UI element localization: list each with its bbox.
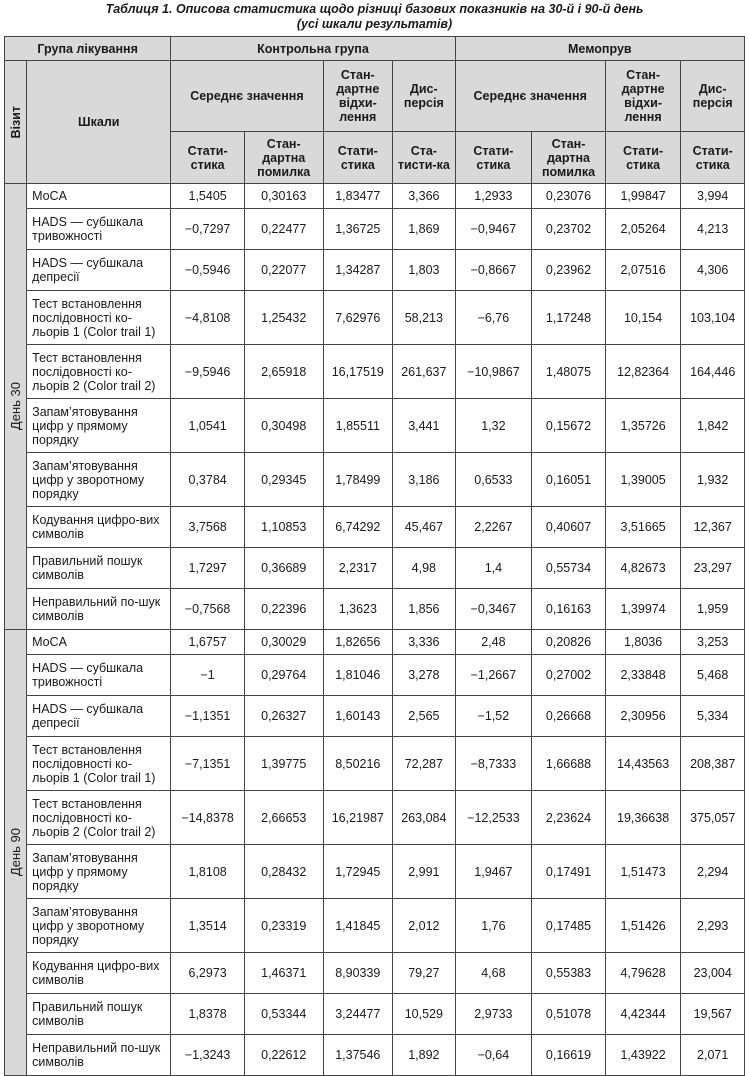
memoprov-value: 164,446 bbox=[681, 345, 745, 399]
control-value: 72,287 bbox=[393, 737, 456, 791]
memoprov-value: −10,9867 bbox=[455, 345, 532, 399]
control-value: 1,3623 bbox=[323, 589, 393, 630]
control-value: 45,467 bbox=[393, 507, 456, 548]
header-memoprov-stdev-stat: Стати-стика bbox=[605, 132, 681, 184]
table-row bbox=[5, 589, 745, 630]
control-value: 3,366 bbox=[393, 184, 456, 209]
control-value: 4,98 bbox=[393, 548, 456, 589]
memoprov-value: 5,468 bbox=[681, 655, 745, 696]
memoprov-value: −0,8667 bbox=[455, 250, 532, 291]
memoprov-value: 0,15672 bbox=[532, 399, 606, 453]
control-value: 3,441 bbox=[393, 399, 456, 453]
control-value: 0,36689 bbox=[244, 548, 323, 589]
memoprov-value: 0,23702 bbox=[532, 209, 606, 250]
control-value: 1,41845 bbox=[323, 899, 393, 953]
table-row bbox=[5, 791, 745, 845]
header-visit: Візит bbox=[5, 61, 27, 184]
control-value: 7,62976 bbox=[323, 291, 393, 345]
control-value: 1,8108 bbox=[171, 845, 245, 899]
control-value: 1,83477 bbox=[323, 184, 393, 209]
memoprov-value: 1,9467 bbox=[455, 845, 532, 899]
memoprov-value: −0,3467 bbox=[455, 589, 532, 630]
memoprov-value: 0,16619 bbox=[532, 1035, 606, 1076]
memoprov-value: 0,51078 bbox=[532, 994, 606, 1035]
memoprov-value: 1,39005 bbox=[605, 453, 681, 507]
control-value: 1,60143 bbox=[323, 696, 393, 737]
control-value: 1,46371 bbox=[244, 953, 323, 994]
control-value: 1,803 bbox=[393, 250, 456, 291]
control-value: 1,72945 bbox=[323, 845, 393, 899]
memoprov-value: 1,66688 bbox=[532, 737, 606, 791]
control-value: −0,7568 bbox=[171, 589, 245, 630]
table-row bbox=[5, 399, 745, 453]
memoprov-value: 4,306 bbox=[681, 250, 745, 291]
control-value: 1,5405 bbox=[171, 184, 245, 209]
memoprov-value: 1,959 bbox=[681, 589, 745, 630]
control-value: −9,5946 bbox=[171, 345, 245, 399]
scale-name: Запам’ятовування цифр у зворотному порядку bbox=[27, 453, 171, 507]
header-memoprov: Мемопрув bbox=[455, 37, 744, 61]
memoprov-value: 5,334 bbox=[681, 696, 745, 737]
memoprov-value: 12,367 bbox=[681, 507, 745, 548]
control-value: 16,17519 bbox=[323, 345, 393, 399]
caption-line-2: (усі шкали результатів) bbox=[296, 17, 453, 31]
header-control-variance: Дис-персія bbox=[393, 61, 456, 132]
table-row bbox=[5, 737, 745, 791]
table-row bbox=[5, 899, 745, 953]
memoprov-value: 2,293 bbox=[681, 899, 745, 953]
memoprov-value: 2,2267 bbox=[455, 507, 532, 548]
control-value: 3,24477 bbox=[323, 994, 393, 1035]
control-value: 1,78499 bbox=[323, 453, 393, 507]
control-value: −1,1351 bbox=[171, 696, 245, 737]
memoprov-value: 19,567 bbox=[681, 994, 745, 1035]
memoprov-value: 1,17248 bbox=[532, 291, 606, 345]
memoprov-value: 0,26668 bbox=[532, 696, 606, 737]
memoprov-value: 103,104 bbox=[681, 291, 745, 345]
control-value: 1,37546 bbox=[323, 1035, 393, 1076]
scale-name: Неправильний по-шук символів bbox=[27, 1035, 171, 1076]
header-control-stdev-stat: Стати-стика bbox=[323, 132, 393, 184]
table-row bbox=[5, 453, 745, 507]
control-value: 3,278 bbox=[393, 655, 456, 696]
memoprov-value: 4,68 bbox=[455, 953, 532, 994]
control-value: 1,82656 bbox=[323, 630, 393, 655]
memoprov-value: 0,20826 bbox=[532, 630, 606, 655]
statistics-table bbox=[4, 36, 745, 1076]
memoprov-value: 1,51473 bbox=[605, 845, 681, 899]
memoprov-value: 2,07516 bbox=[605, 250, 681, 291]
control-value: 79,27 bbox=[393, 953, 456, 994]
scale-name: MoCA bbox=[27, 184, 171, 209]
scale-name: HADS — субшкала тривожності bbox=[27, 209, 171, 250]
memoprov-value: −1,2667 bbox=[455, 655, 532, 696]
control-value: 263,084 bbox=[393, 791, 456, 845]
control-value: 1,8378 bbox=[171, 994, 245, 1035]
table-row bbox=[5, 209, 745, 250]
control-value: 0,30163 bbox=[244, 184, 323, 209]
table-row bbox=[5, 548, 745, 589]
scale-name: Запам’ятовування цифр у зворотному порядку bbox=[27, 899, 171, 953]
header-control-stdev: Стан-дартне відхи-лення bbox=[323, 61, 393, 132]
memoprov-value: 375,057 bbox=[681, 791, 745, 845]
control-value: 0,22396 bbox=[244, 589, 323, 630]
memoprov-value: 1,76 bbox=[455, 899, 532, 953]
scale-name: Правильний пошук символів bbox=[27, 994, 171, 1035]
memoprov-value: 1,842 bbox=[681, 399, 745, 453]
control-value: 1,25432 bbox=[244, 291, 323, 345]
header-control-variance-stat: Ста-тисти-ка bbox=[393, 132, 456, 184]
control-value: −1 bbox=[171, 655, 245, 696]
memoprov-value: 0,16163 bbox=[532, 589, 606, 630]
memoprov-value: 0,27002 bbox=[532, 655, 606, 696]
control-value: 16,21987 bbox=[323, 791, 393, 845]
header-memoprov-mean: Середнє значення bbox=[455, 61, 605, 132]
caption-line-1: Таблиця 1. Описова статистика щодо різниці базових показників на 30-й і 90-й день bbox=[105, 2, 644, 16]
memoprov-value: 0,16051 bbox=[532, 453, 606, 507]
scale-name: Тест встановлення послідовності ко-льорів 2 (Color trail 2) bbox=[27, 791, 171, 845]
control-value: 2,2317 bbox=[323, 548, 393, 589]
table-row bbox=[5, 994, 745, 1035]
control-value: 8,90339 bbox=[323, 953, 393, 994]
memoprov-value: −0,9467 bbox=[455, 209, 532, 250]
memoprov-value: 3,51665 bbox=[605, 507, 681, 548]
memoprov-value: 0,23076 bbox=[532, 184, 606, 209]
control-value: −4,8108 bbox=[171, 291, 245, 345]
control-value: 2,66653 bbox=[244, 791, 323, 845]
control-value: 1,3514 bbox=[171, 899, 245, 953]
memoprov-value: 1,99847 bbox=[605, 184, 681, 209]
header-memoprov-mean-stat: Стати-стика bbox=[455, 132, 532, 184]
memoprov-value: 0,55734 bbox=[532, 548, 606, 589]
control-value: 0,23319 bbox=[244, 899, 323, 953]
memoprov-value: 4,82673 bbox=[605, 548, 681, 589]
memoprov-value: 14,43563 bbox=[605, 737, 681, 791]
header-memoprov-variance: Дис-персія bbox=[681, 61, 745, 132]
scale-name: Кодування цифро-вих символів bbox=[27, 953, 171, 994]
memoprov-value: 3,253 bbox=[681, 630, 745, 655]
table-row bbox=[5, 507, 745, 548]
header-control-group: Контрольна група bbox=[171, 37, 455, 61]
memoprov-value: 0,6533 bbox=[455, 453, 532, 507]
memoprov-value: 2,294 bbox=[681, 845, 745, 899]
control-value: 1,869 bbox=[393, 209, 456, 250]
scale-name: HADS — субшкала депресії bbox=[27, 696, 171, 737]
control-value: 1,7297 bbox=[171, 548, 245, 589]
control-value: 1,0541 bbox=[171, 399, 245, 453]
memoprov-value: 23,004 bbox=[681, 953, 745, 994]
memoprov-value: −1,52 bbox=[455, 696, 532, 737]
scale-name: HADS — субшкала депресії bbox=[27, 250, 171, 291]
control-value: 6,74292 bbox=[323, 507, 393, 548]
scale-name: Запам’ятовування цифр у прямому порядку bbox=[27, 399, 171, 453]
memoprov-value: 208,387 bbox=[681, 737, 745, 791]
memoprov-value: 4,213 bbox=[681, 209, 745, 250]
memoprov-value: 3,994 bbox=[681, 184, 745, 209]
control-value: 1,36725 bbox=[323, 209, 393, 250]
memoprov-value: 23,297 bbox=[681, 548, 745, 589]
table-row bbox=[5, 250, 745, 291]
visit-day-90 bbox=[5, 630, 27, 1076]
memoprov-value: −6,76 bbox=[455, 291, 532, 345]
table-row bbox=[5, 291, 745, 345]
control-value: 0,26327 bbox=[244, 696, 323, 737]
memoprov-value: 2,23624 bbox=[532, 791, 606, 845]
control-value: 3,7568 bbox=[171, 507, 245, 548]
memoprov-value: 4,42344 bbox=[605, 994, 681, 1035]
memoprov-value: 1,39974 bbox=[605, 589, 681, 630]
memoprov-value: 10,154 bbox=[605, 291, 681, 345]
scale-name: Неправильний по-шук символів bbox=[27, 589, 171, 630]
memoprov-value: 1,35726 bbox=[605, 399, 681, 453]
memoprov-value: 2,05264 bbox=[605, 209, 681, 250]
memoprov-value: 12,82364 bbox=[605, 345, 681, 399]
control-value: 2,012 bbox=[393, 899, 456, 953]
memoprov-value: 4,79628 bbox=[605, 953, 681, 994]
control-value: 0,22477 bbox=[244, 209, 323, 250]
control-value: 0,28432 bbox=[244, 845, 323, 899]
memoprov-value: 1,32 bbox=[455, 399, 532, 453]
memoprov-value: 2,48 bbox=[455, 630, 532, 655]
control-value: 1,856 bbox=[393, 589, 456, 630]
header-memoprov-stdev: Стан-дартне відхи-лення bbox=[605, 61, 681, 132]
memoprov-value: 19,36638 bbox=[605, 791, 681, 845]
scale-name: Тест встановлення послідовності ко-льорів 1 (Color trail 1) bbox=[27, 737, 171, 791]
header-group: Група лікування bbox=[5, 37, 171, 61]
table-row bbox=[5, 953, 745, 994]
memoprov-value: 2,33848 bbox=[605, 655, 681, 696]
scale-name: MoCA bbox=[27, 630, 171, 655]
control-value: 0,29764 bbox=[244, 655, 323, 696]
memoprov-value: 2,9733 bbox=[455, 994, 532, 1035]
memoprov-value: 2,071 bbox=[681, 1035, 745, 1076]
memoprov-value: 0,55383 bbox=[532, 953, 606, 994]
memoprov-value: 1,932 bbox=[681, 453, 745, 507]
memoprov-value: −0,64 bbox=[455, 1035, 532, 1076]
visit-label: День 90 bbox=[8, 828, 24, 877]
table-row bbox=[5, 630, 745, 655]
control-value: 0,30498 bbox=[244, 399, 323, 453]
control-value: 1,85511 bbox=[323, 399, 393, 453]
control-value: 3,186 bbox=[393, 453, 456, 507]
memoprov-value: 1,4 bbox=[455, 548, 532, 589]
memoprov-value: 2,30956 bbox=[605, 696, 681, 737]
control-value: −14,8378 bbox=[171, 791, 245, 845]
control-value: 1,81046 bbox=[323, 655, 393, 696]
table-row bbox=[5, 655, 745, 696]
control-value: 58,213 bbox=[393, 291, 456, 345]
control-value: 0,3784 bbox=[171, 453, 245, 507]
control-value: −7,1351 bbox=[171, 737, 245, 791]
control-value: 1,10853 bbox=[244, 507, 323, 548]
table-caption bbox=[0, 2, 749, 32]
control-value: 2,991 bbox=[393, 845, 456, 899]
table-body bbox=[5, 184, 745, 1076]
table-row bbox=[5, 184, 745, 209]
header-scales: Шкали bbox=[27, 61, 171, 184]
control-value: 1,39775 bbox=[244, 737, 323, 791]
memoprov-value: 0,40607 bbox=[532, 507, 606, 548]
memoprov-value: −8,7333 bbox=[455, 737, 532, 791]
control-value: 261,637 bbox=[393, 345, 456, 399]
control-value: 0,22077 bbox=[244, 250, 323, 291]
memoprov-value: 1,2933 bbox=[455, 184, 532, 209]
control-value: 3,336 bbox=[393, 630, 456, 655]
visit-label: День 30 bbox=[8, 382, 24, 431]
visit-day-30 bbox=[5, 184, 27, 630]
header-memoprov-mean-stderr: Стан-дартна помилка bbox=[532, 132, 606, 184]
memoprov-value: 1,51426 bbox=[605, 899, 681, 953]
header-memoprov-variance-stat: Стати-стика bbox=[681, 132, 745, 184]
control-value: 8,50216 bbox=[323, 737, 393, 791]
scale-name: Тест встановлення послідовності ко-льорів 1 (Color trail 1) bbox=[27, 291, 171, 345]
control-value: −0,7297 bbox=[171, 209, 245, 250]
table-row bbox=[5, 845, 745, 899]
control-value: 0,22612 bbox=[244, 1035, 323, 1076]
control-value: −1,3243 bbox=[171, 1035, 245, 1076]
control-value: 1,6757 bbox=[171, 630, 245, 655]
header-control-mean-stderr: Стан-дартна помилка bbox=[244, 132, 323, 184]
memoprov-value: 0,17491 bbox=[532, 845, 606, 899]
control-value: 0,29345 bbox=[244, 453, 323, 507]
control-value: 0,53344 bbox=[244, 994, 323, 1035]
scale-name: Запам’ятовування цифр у прямому порядку bbox=[27, 845, 171, 899]
control-value: 1,892 bbox=[393, 1035, 456, 1076]
memoprov-value: 1,48075 bbox=[532, 345, 606, 399]
scale-name: Тест встановлення послідовності ко-льорів 2 (Color trail 2) bbox=[27, 345, 171, 399]
control-value: 6,2973 bbox=[171, 953, 245, 994]
control-value: 2,565 bbox=[393, 696, 456, 737]
memoprov-value: 0,23962 bbox=[532, 250, 606, 291]
control-value: 2,65918 bbox=[244, 345, 323, 399]
scale-name: HADS — субшкала тривожності bbox=[27, 655, 171, 696]
control-value: 1,34287 bbox=[323, 250, 393, 291]
control-value: 10,529 bbox=[393, 994, 456, 1035]
header-control-mean: Середнє значення bbox=[171, 61, 323, 132]
control-value: −0,5946 bbox=[171, 250, 245, 291]
table-row bbox=[5, 1035, 745, 1076]
memoprov-value: 1,43922 bbox=[605, 1035, 681, 1076]
scale-name: Кодування цифро-вих символів bbox=[27, 507, 171, 548]
scale-name: Правильний пошук символів bbox=[27, 548, 171, 589]
table-header bbox=[5, 37, 745, 184]
table-row bbox=[5, 345, 745, 399]
header-control-mean-stat: Стати-стика bbox=[171, 132, 245, 184]
table-row bbox=[5, 696, 745, 737]
memoprov-value: −12,2533 bbox=[455, 791, 532, 845]
memoprov-value: 1,8036 bbox=[605, 630, 681, 655]
memoprov-value: 0,17485 bbox=[532, 899, 606, 953]
control-value: 0,30029 bbox=[244, 630, 323, 655]
